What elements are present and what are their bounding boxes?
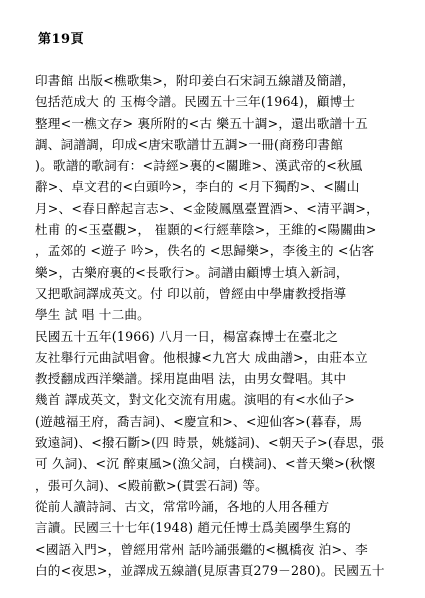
text-line: 月>、<春日醉起言志>、<金陵鳳凰臺置酒>、<清平調>， <box>35 200 379 216</box>
text-line: 可 久詞)、<沉 醉東風>(漁父詞，白樸詞)、<普天樂>(秋懷 <box>35 456 376 472</box>
text-line: 民國五十五年(1966) 八月一日，楊富森博士在臺北之 <box>35 328 339 344</box>
page-number-header: 第19頁 <box>38 32 85 47</box>
text-line: 言讀。民國三十七年(1948) 趙元任博士爲美國學生寫的 <box>35 520 351 536</box>
text-line: 包括范成大 的 玉梅令譜。民國五十三年(1964)，顧博士 <box>35 94 356 110</box>
text-line: 白的<夜思>，並譯成五線譜(見原書頁279－280)。民國五十 <box>35 562 385 578</box>
text-line: 樂>，古樂府裏的<長歌行>。詞譜由顧博士填入新詞， <box>35 264 349 280</box>
text-line: 辭>、卓文君的<白頭吟>，李白的 <月下獨酌>、<關山 <box>35 179 360 195</box>
text-line: 整理<一樵文存> 裏所附的<古 樂五十調>，還出歌譜十五 <box>35 115 368 131</box>
text-line: 學生 試 唱 十二曲。 <box>35 307 150 323</box>
text-line: 幾首 譯成英文，對文化交流有用處。演唱的有<水仙子> <box>35 392 355 408</box>
text-line: 調、詞譜調，印成<唐宋歌譜廿五調>一冊(商務印書館 <box>35 136 344 152</box>
text-line: 友社舉行元曲試唱會。他根據<九宮大 成曲譜>，由莊本立 <box>35 349 368 365</box>
text-line: <國語入門>，曾經用常州 話吟誦張繼的<楓橋夜 泊>、李 <box>35 541 368 557</box>
body-text <box>35 70 400 581</box>
text-line: (遊越福王府，喬吉詞)、<慶宣和>、<迎仙客>(暮春，馬 <box>35 413 363 429</box>
text-line: )。歌譜的歌詞有：<詩經>裏的<關雎>、漢武帝的<秋風 <box>35 158 363 174</box>
text-line: 教授翻成西洋樂譜。採用崑曲唱 法，由男女聲唱。其中 <box>35 371 347 387</box>
text-line: ，孟郊的 <遊子 吟>，佚名的 <思歸樂>，李後主的 <佔客 <box>35 243 375 259</box>
text-line: 又把歌詞譯成英文。付 印以前，曾經由中學庸教授指導 <box>35 285 347 301</box>
text-line: 從前人讀詩詞、古文，常常吟誦，各地的人用各種方 <box>35 498 330 514</box>
text-line: 杜甫 的<玉臺觀>， 崔顥的<行經華陰>，王維的<陽關曲> <box>35 222 377 238</box>
text-line: 印書館 出版<樵歌集>，附印姜白石宋詞五線譜及簡譜， <box>35 73 355 88</box>
text-line: ，張可久詞)、<殿前歡>(貫雲石詞) 等。 <box>35 477 268 493</box>
text-line: 致遠詞)、<撥石斷>(四 時景，姚燧詞)、<朝天子>(春思，張 <box>35 435 385 451</box>
